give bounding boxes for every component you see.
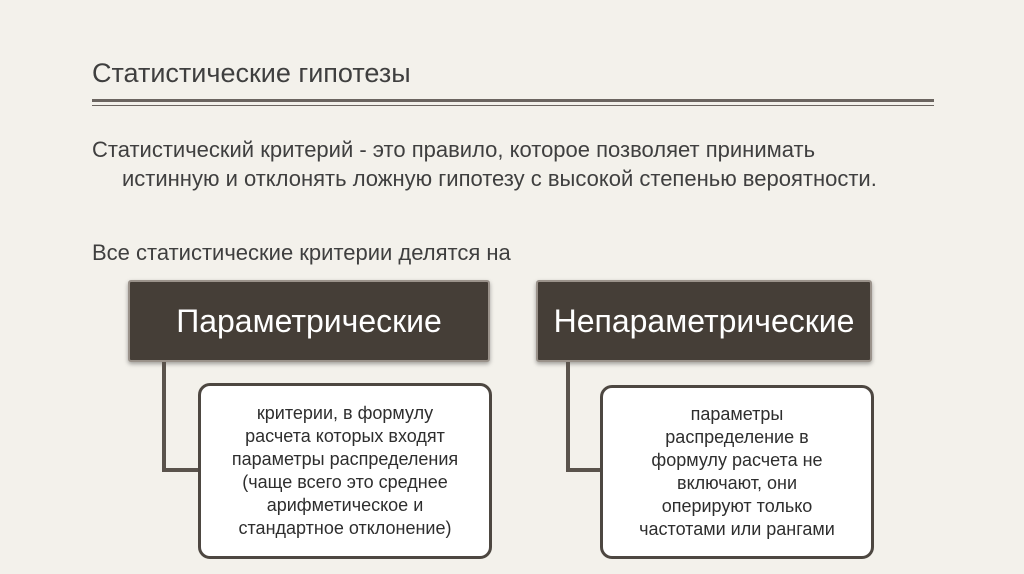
- nonparametric-connector-horizontal: [566, 468, 602, 472]
- nonparametric-connector-vertical: [566, 362, 570, 472]
- slide-title: Статистические гипотезы: [92, 58, 411, 88]
- nonparametric-description-box: [600, 385, 874, 559]
- parametric-connector-vertical: [162, 362, 166, 472]
- parametric-description-box: [198, 383, 492, 559]
- nonparametric-header-box: [536, 280, 872, 362]
- definition-text: Статистический критерий - это правило, которое позволяет принимать истинную и отклонять ложную гипотезу с высокой степенью вероятности.: [92, 137, 877, 191]
- parametric-label: Параметрические: [176, 302, 442, 339]
- parametric-description: критерии, в формулу расчета которых входят параметры распределения (чаще всего это среднее арифметическое и стандартное отклонение): [231, 403, 459, 538]
- title-divider-thick: [92, 99, 934, 102]
- nonparametric-label: Непараметрические: [553, 302, 855, 339]
- nonparametric-description: параметры распределение в формулу расчета не включают, они оперируют только частотами или рангами: [639, 404, 835, 539]
- parametric-header-box: [128, 280, 490, 362]
- parametric-connector-horizontal: [162, 468, 200, 472]
- title-divider-thin: [92, 105, 934, 106]
- intro-text: Все статистические критерии делятся на: [92, 240, 511, 265]
